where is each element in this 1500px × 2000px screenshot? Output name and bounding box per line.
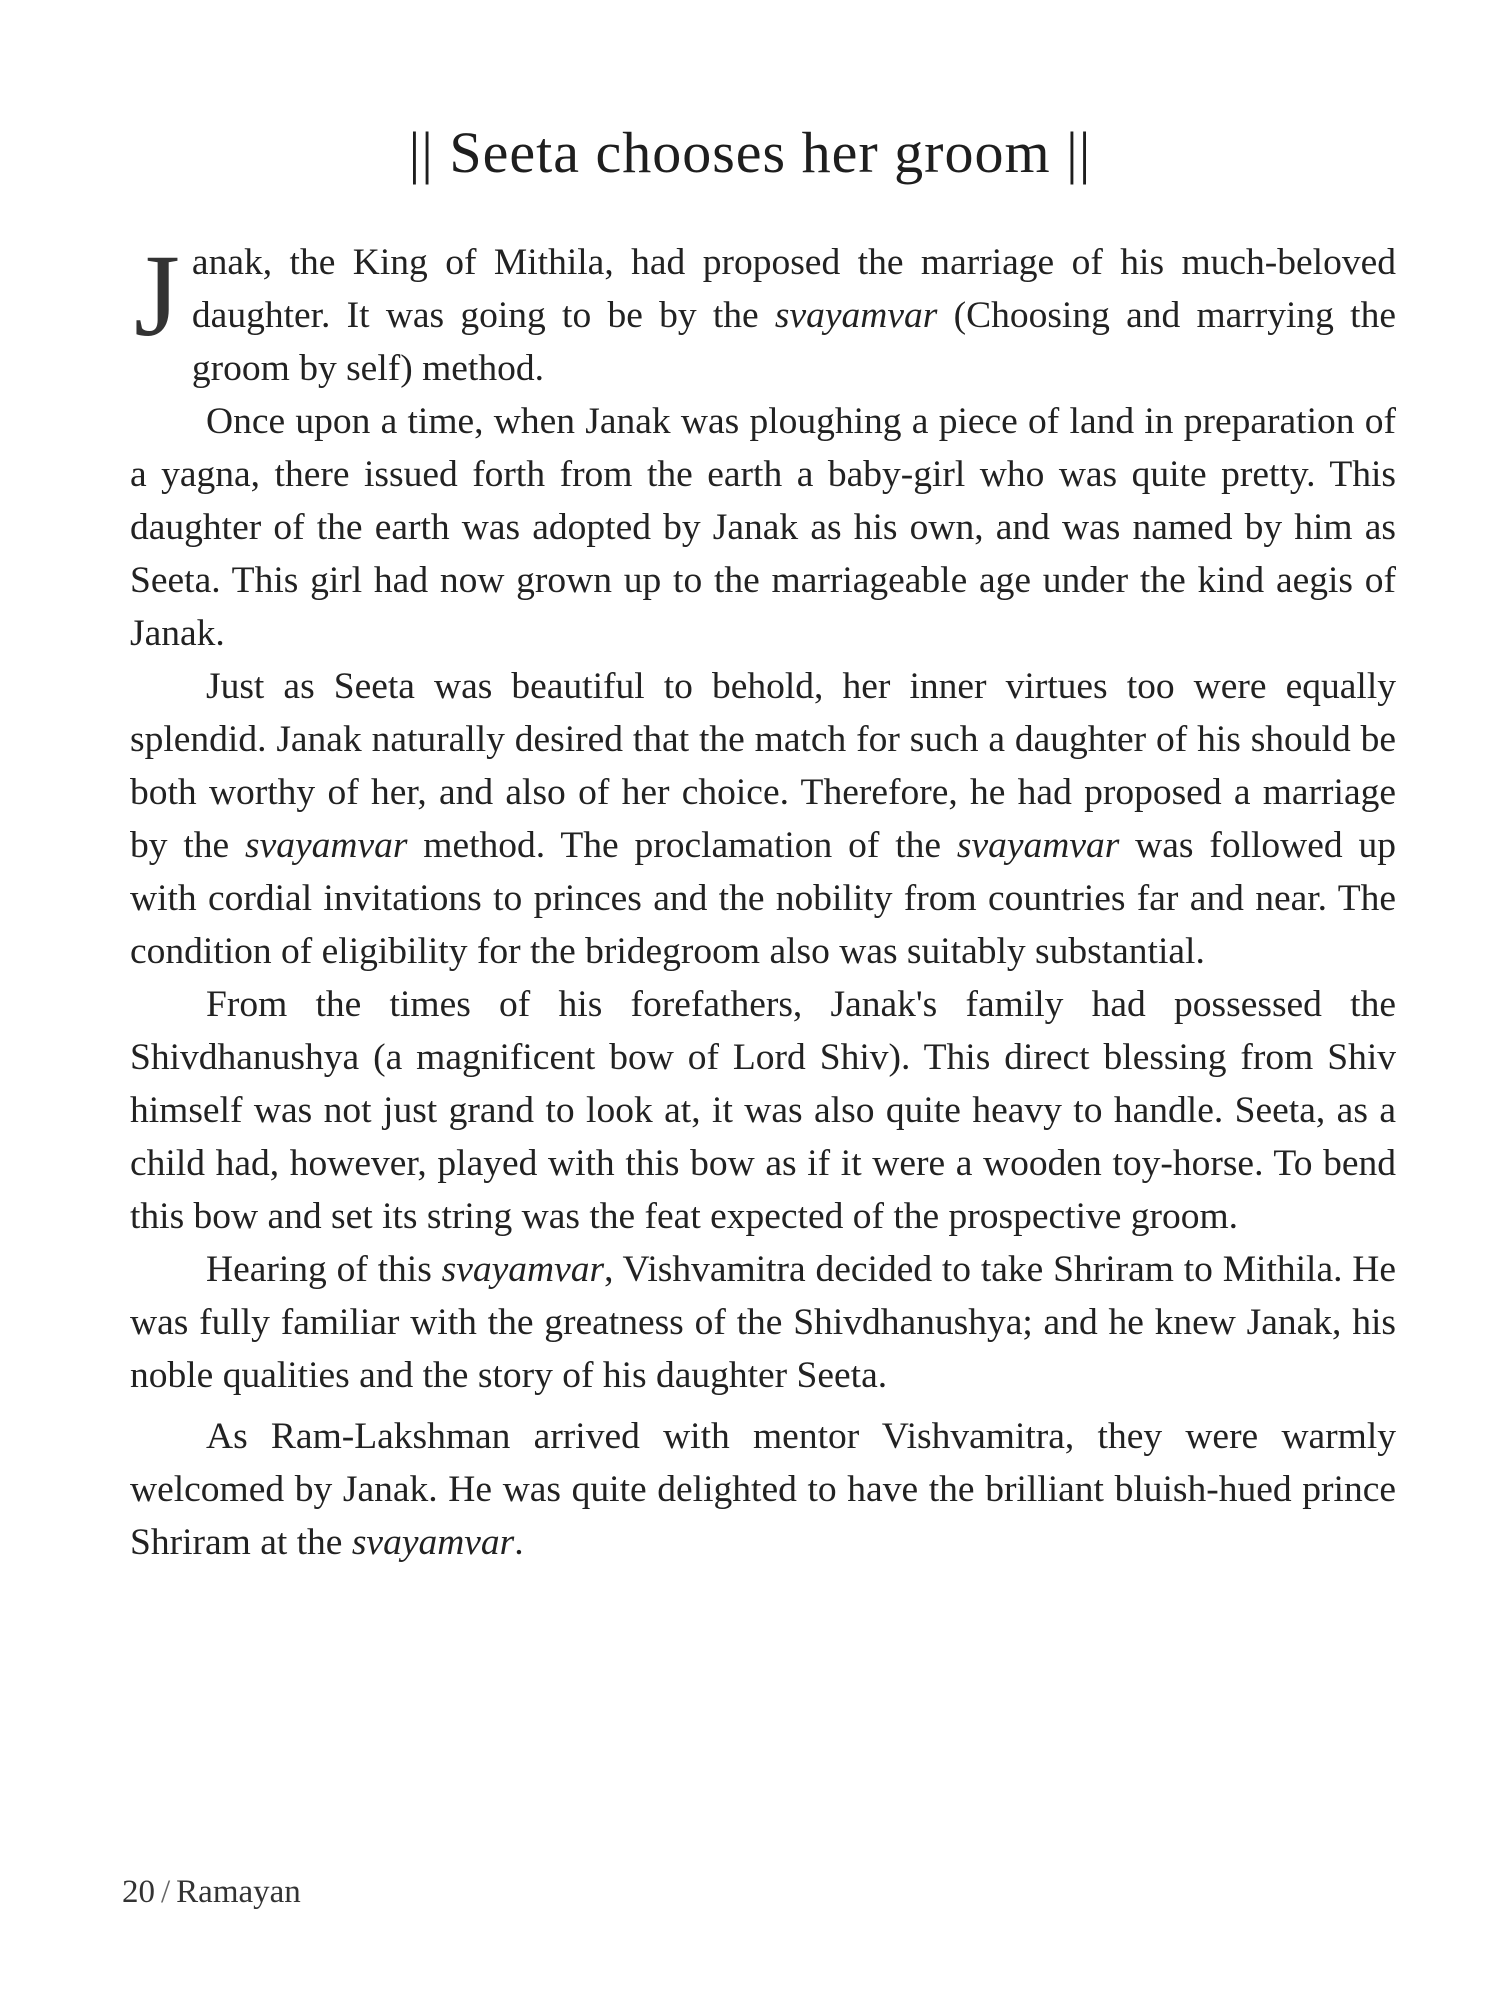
paragraph-4: From the times of his forefathers, Janak's family had possessed the Shivdhanushya (a magnificent bow of Lord Shiv). This direct blessing from Shiv himself was not just grand to look at, it was also quite heavy to handle. Seeta, as a child had, however, played with this bow as if it were a wooden toy-horse. To bend this bow and set its string was the feat expected of the prospective groom. — [130, 984, 1396, 1237]
paragraph-5-text-b: , Vishvamitra decided to take Shriram to Mithila. He was fully familiar with the greatness of the Shivdhanushya; and he knew Janak, his noble qualities and the story of his daughter Seeta. — [130, 1249, 1397, 1396]
paragraph-1-text-a: anak, the King of Mithila, had proposed the marriage of his much-beloved daughter. It was going to be by the — [191, 242, 1396, 336]
book-title: Ramayan — [176, 1874, 301, 1910]
paragraph-3 — [130, 660, 1396, 978]
chapter-body — [130, 230, 1397, 1569]
chapter-title: || Seeta chooses her groom || — [408, 120, 1092, 185]
paragraph-1 — [130, 230, 1396, 395]
paragraph-6-text-b: . — [514, 1522, 524, 1563]
paragraph-5 — [130, 1243, 1396, 1402]
paragraph-2: Once upon a time, when Janak was ploughing a piece of land in preparation of a yagna, there issued forth from the earth a baby-girl who was quite pretty. This daughter of the earth was adopted by Janak as his own, and was named by him as Seeta. This girl had now grown up to the marriageable age under the kind aegis of Janak. — [130, 401, 1396, 654]
paragraph-3-text-c: was followed up with cordial invitations to princes and the nobility from countries far and near. The condition of eligibility for the bridegroom also was suitably substantial. — [130, 825, 1396, 972]
italic-term: svayamvar — [774, 295, 938, 336]
drop-cap: J — [134, 230, 180, 361]
paragraph-1-text-b: (Choosing and marrying the groom by self) method. — [191, 295, 1396, 389]
page-footer — [122, 1874, 301, 1911]
italic-term: svayamvar — [441, 1249, 605, 1290]
page-number: 20 — [122, 1874, 155, 1910]
paragraph-6 — [130, 1410, 1396, 1569]
paragraph-5-text-a: Hearing of this — [206, 1249, 442, 1290]
italic-term: svayamvar — [245, 825, 408, 866]
paragraph-3-text-b: method. The proclamation of the — [407, 825, 957, 866]
italic-term: svayamvar — [351, 1522, 515, 1563]
italic-term: svayamvar — [956, 825, 1120, 866]
footer-separator: / — [161, 1874, 171, 1910]
paragraph-3-text-a: Just as Seeta was beautiful to behold, her inner virtues too were equally splendid. Janak naturally desired that the match for such a daughter of his should be both worthy of her, and also of her choice. Therefore, he had proposed a marriage by the — [130, 666, 1396, 866]
paragraph-6-text-a: As Ram-Lakshman arrived with mentor Vishvamitra, they were warmly welcomed by Janak. He was quite delighted to have the brilliant bluish-hued prince Shriram at the — [130, 1416, 1396, 1563]
